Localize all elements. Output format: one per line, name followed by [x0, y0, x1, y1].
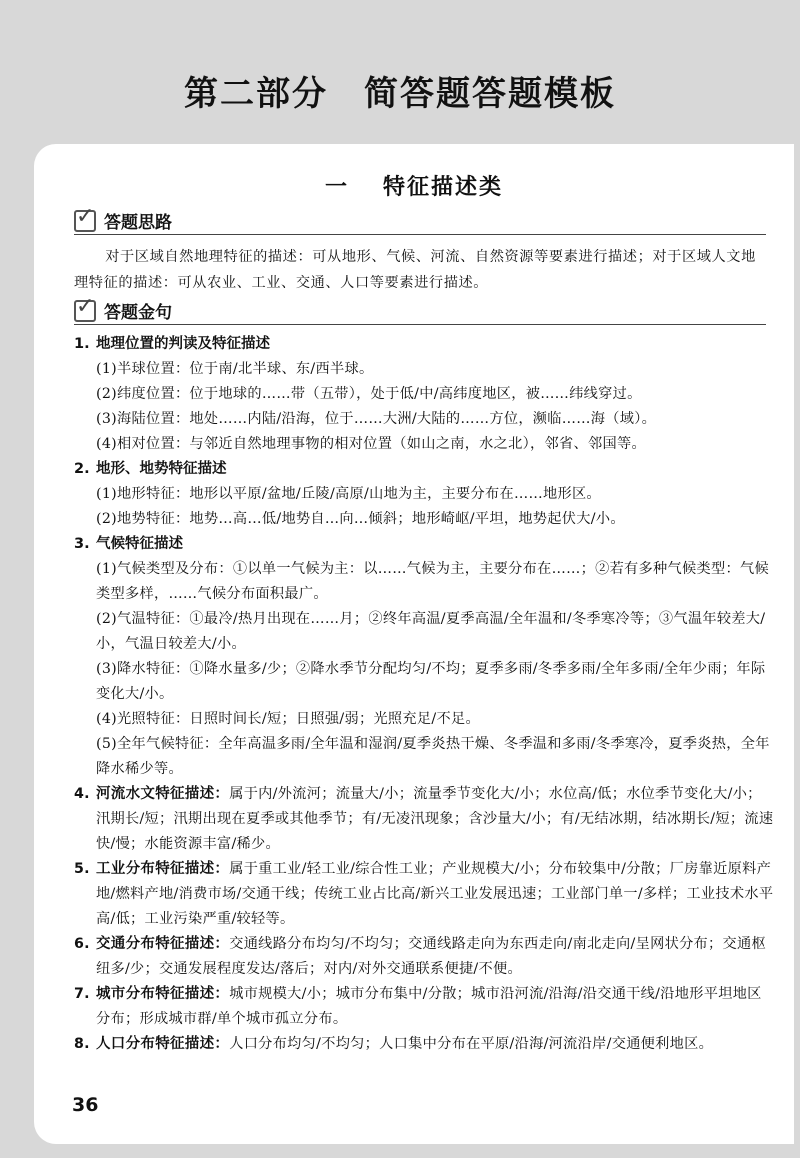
list-item — [74, 532, 774, 782]
list-item: 5. 工业分布特征描述：属于重工业/轻工业/综合性工业；产业规模大/小；分布较集中/分散；厂房靠近原料产地/燃料产地/消费市场/交通干线；传统工业占比高/新兴工业发展迅速；工业部门单一/多样；工业技术水平高/低；工业污染严重/较轻等。 — [74, 861, 774, 927]
item-text: 属于重工业/轻工业/综合性工业；产业规模大/小；分布较集中/分散；厂房靠近原料产地/燃料产地/消费市场/交通干线；传统工业占比高/新兴工业发展迅速；工业部门单一/多样；工业技术水平高/低；工业污染严重/较轻等。 — [96, 861, 774, 927]
item-heading: 交通分布特征描述： — [96, 936, 230, 952]
item-heading: 2. 地形、地势特征描述 — [74, 461, 227, 477]
list-item: 7. 城市分布特征描述：城市规模大/小；城市分布集中/分散；城市沿河流/沿海/沿交通干线/沿地形平坦地区分布；形成城市群/单个城市孤立分布。 — [74, 986, 762, 1027]
list-item: 6. 交通分布特征描述：交通线路分布均匀/不均匀；交通线路走向为东西走向/南北走向/呈网状分布；交通枢纽多/少；交通发展程度发达/落后；对内/对外交通联系便捷/不便。 — [74, 936, 766, 977]
item-line: (1)半球位置：位于南/北半球、东/西半球。 — [96, 361, 374, 377]
part-title — [0, 66, 800, 115]
section-title — [34, 170, 794, 201]
subhead-label: 答题金句 — [104, 303, 172, 323]
check-icon: ✓ — [76, 204, 95, 229]
item-line: (3)海陆位置：地处……内陆/沿海，位于……大洲/大陆的……方位，濒临……海（域）。 — [96, 411, 657, 427]
list-item — [74, 457, 774, 532]
item-heading: 河流水文特征描述： — [96, 786, 230, 802]
item-text: 城市规模大/小；城市分布集中/分散；城市沿河流/沿海/沿交通干线/沿地形平坦地区分布；形成城市群/单个城市孤立分布。 — [96, 986, 762, 1027]
item-heading: 3. 气候特征描述 — [74, 536, 183, 552]
item-heading: 1. 地理位置的判读及特征描述 — [74, 336, 270, 352]
intro-paragraph: 对于区域自然地理特征的描述：可从地形、气候、河流、自然资源等要素进行描述；对于区域人文地理特征的描述：可从农业、工业、交通、人口等要素进行描述。 — [74, 249, 756, 291]
item-heading: 工业分布特征描述： — [96, 861, 230, 877]
item-line: (3)降水特征：①降水量多/少；②降水季节分配均匀/不均；夏季多雨/冬季多雨/全年多雨/全年少雨；年际变化大/小。 — [96, 661, 766, 702]
item-line: (4)光照特征：日照时间长/短；日照强/弱；光照充足/不足。 — [96, 711, 480, 727]
part-title-right: 简答题答题模板 — [364, 74, 616, 114]
list-item: 4. 河流水文特征描述：属于内/外流河；流量大/小；流量季节变化大/小；水位高/低；水位季节变化大/小；汛期长/短；汛期出现在夏季或其他季节；有/无凌汛现象；含沙量大/小；有/无结冰期，结冰期长/短；流速快/慢；水能资源丰富/稀少。 — [74, 786, 774, 852]
check-icon: ✓ — [76, 294, 95, 319]
item-line: (5)全年气候特征：全年高温多雨/全年温和湿润/夏季炎热干燥、冬季温和多雨/冬季寒冷，夏季炎热，全年降水稀少等。 — [96, 736, 770, 777]
page-number: 36 — [72, 1094, 99, 1116]
item-line: (2)纬度位置：位于地球的……带（五带），处于低/中/高纬度地区，被……纬线穿过。 — [96, 386, 642, 402]
item-text: 交通线路分布均匀/不均匀；交通线路走向为东西走向/南北走向/呈网状分布；交通枢纽多/少；交通发展程度发达/落后；对内/对外交通联系便捷/不便。 — [96, 936, 766, 977]
content-panel — [34, 144, 794, 1144]
subhead-label: 答题思路 — [104, 213, 172, 233]
item-line: (4)相对位置：与邻近自然地理事物的相对位置（如山之南，水之北），邻省、邻国等。 — [96, 436, 646, 452]
list-item: 8. 人口分布特征描述：人口分布均匀/不均匀；人口集中分布在平原/沿海/河流沿岸/交通便利地区。 — [74, 1036, 714, 1052]
list-item — [74, 332, 774, 457]
section-number: 一 — [324, 175, 349, 200]
item-line: (2)地势特征：地势…高…低/地势自…向…倾斜；地形崎岖/平坦，地势起伏大/小。 — [96, 511, 625, 527]
content-list — [74, 332, 774, 1057]
section-title-text: 特征描述类 — [383, 175, 504, 200]
item-line: (1)地形特征：地形以平原/盆地/丘陵/高原/山地为主，主要分布在……地形区。 — [96, 486, 601, 502]
part-title-left: 第二部分 — [184, 74, 328, 114]
item-text: 人口分布均匀/不均匀；人口集中分布在平原/沿海/河流沿岸/交通便利地区。 — [229, 1036, 714, 1052]
subhead-phrases — [74, 294, 766, 325]
item-line: (2)气温特征：①最冷/热月出现在……月；②终年高温/夏季高温/全年温和/冬季寒冷等；③气温年较差大/小，气温日较差大/小。 — [96, 611, 766, 652]
subhead-approach — [74, 204, 766, 235]
item-heading: 城市分布特征描述： — [96, 986, 230, 1002]
item-text: 属于内/外流河；流量大/小；流量季节变化大/小；水位高/低；水位季节变化大/小；汛期长/短；汛期出现在夏季或其他季节；有/无凌汛现象；含沙量大/小；有/无结冰期，结冰期长/短；流速快/慢；水能资源丰富/稀少。 — [96, 786, 774, 852]
item-heading: 人口分布特征描述： — [96, 1036, 230, 1052]
item-line: (1)气候类型及分布：①以单一气候为主：以……气候为主，主要分布在……；②若有多种气候类型：气候类型多样，……气候分布面积最广。 — [96, 561, 769, 602]
